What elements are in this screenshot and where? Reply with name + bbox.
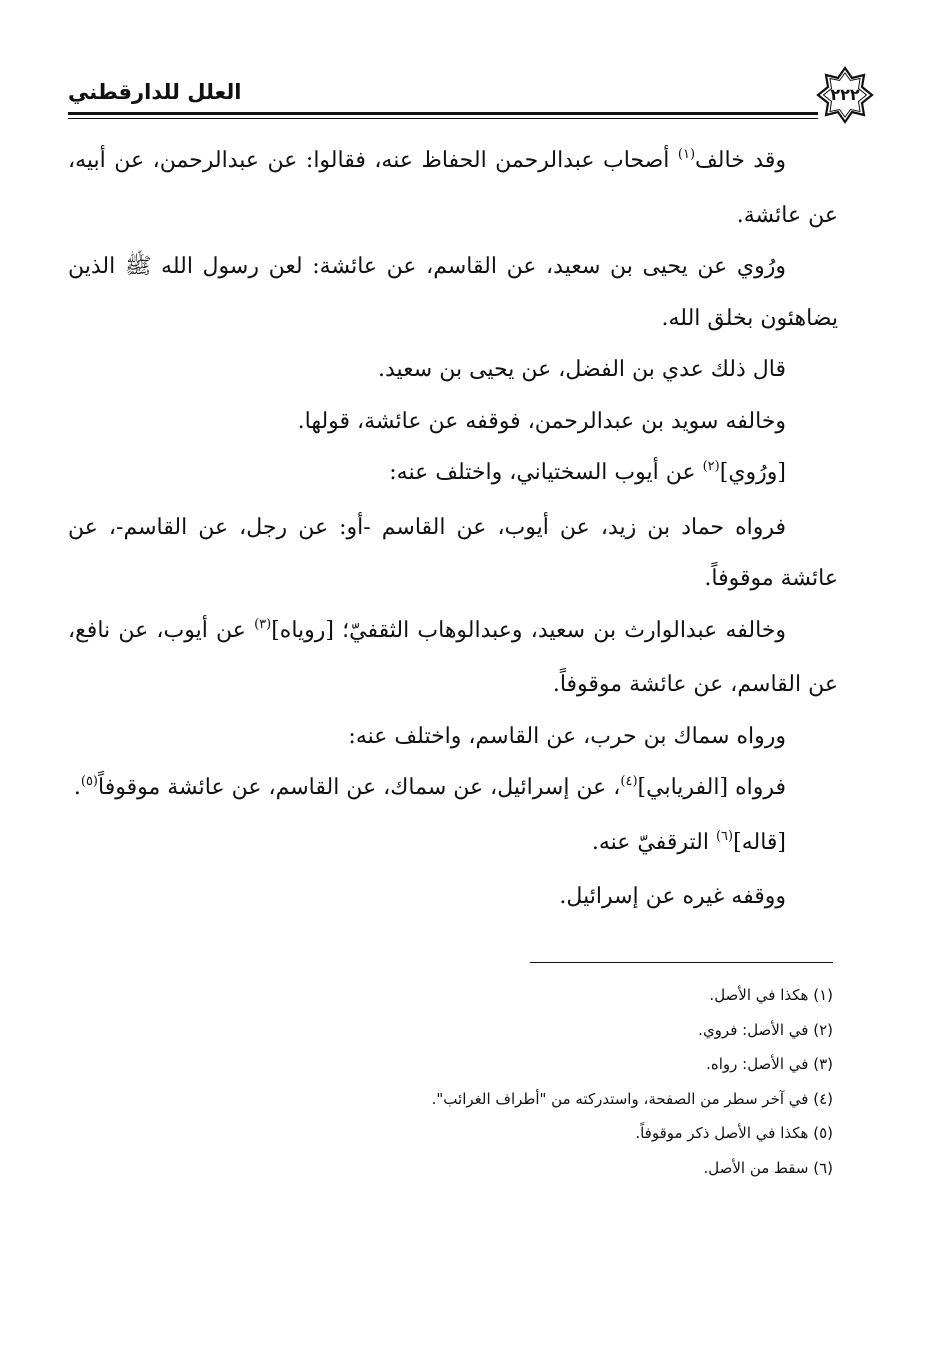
paragraph-text: الترقفيّ عنه. [591, 829, 716, 855]
paragraph-text: فرواه حماد بن زيد، عن أيوب، عن القاسم -أو: عن رجل، عن القاسم-، عن عائشة موقوفاً. [68, 514, 838, 591]
footnote-marker: (٥) [80, 774, 98, 789]
paragraph-text: ، عن إسرائيل، عن سماك، عن القاسم، عن عائشة موقوفاً [98, 775, 621, 800]
paragraph-text: عن أيوب، عن نافع، عن القاسم، عن عائشة موقوفاً. [68, 617, 838, 697]
paragraph-text: فرواه [الفريابي] [637, 775, 786, 800]
footnote: (٦) سقط من الأصل. [703, 1158, 833, 1177]
paragraph [68, 344, 838, 396]
footnote-marker: (٦) [715, 828, 734, 844]
running-title: العلل للدارقطني [68, 80, 242, 104]
paragraph-text: قال ذلك عدي بن الفضل، عن يحيى بن سعيد. [377, 357, 786, 382]
header-rule-thin [68, 118, 818, 119]
header-rule-thick [68, 112, 818, 115]
paragraph-text: أصحاب عبدالرحمن الحفاظ عنه، فقالوا: عن عبدالرحمن، عن أبيه، عن عائشة. [68, 148, 838, 228]
paragraph-text: ووقفه غيره عن إسرائيل. [559, 884, 786, 909]
paragraph [68, 135, 838, 241]
paragraph [68, 396, 838, 448]
page-header [68, 70, 870, 130]
paragraph-text: وخالفه عبدالوارث بن سعيد، وعبدالوهاب الثقفيّ؛ [روياه] [271, 617, 786, 643]
footnotes [200, 978, 833, 1185]
page-number: ٢٢٢ [830, 85, 860, 104]
main-text [68, 135, 838, 923]
paragraph [68, 711, 838, 763]
paragraph [68, 871, 838, 923]
footnote: (٢) في الأصل: فروي. [698, 1020, 833, 1039]
paragraph [68, 817, 838, 872]
footnote: (٣) في الأصل: رواه. [706, 1055, 833, 1073]
paragraph-text: [قاله] [733, 829, 786, 855]
paragraph-text: . [73, 775, 81, 800]
footnote-marker: (٢) [702, 459, 720, 474]
footnote: (٤) في آخر سطر من الصفحة، واستدركته من "أطراف الغرائب". [431, 1089, 833, 1108]
paragraph-text: ورواه سماك بن حرب، عن القاسم، واختلف عنه: [348, 723, 786, 749]
footnote-marker: (١) [677, 147, 696, 162]
paragraph [68, 241, 838, 344]
paragraph-text: [ورُوي] [719, 460, 786, 485]
footnote-marker: (٤) [620, 774, 638, 789]
paragraph-text: عن أيوب السختياني، واختلف عنه: [389, 460, 703, 485]
paragraph [68, 502, 838, 605]
footnote-marker: (٣) [254, 616, 272, 632]
paragraph-text: وقد خالف [695, 148, 786, 173]
paragraph [68, 447, 838, 502]
footnote: (٥) هكذا في الأصل ذكر موقوفاً. [635, 1124, 833, 1142]
footnote: (١) هكذا في الأصل. [709, 986, 833, 1004]
paragraph-text: وخالفه سويد بن عبدالرحمن، فوقفه عن عائشة، قولها. [297, 408, 786, 434]
page-number-badge [816, 66, 874, 124]
paragraph [68, 762, 838, 817]
paragraph-text: ورُوي عن يحيى بن سعيد، عن القاسم، عن عائشة: لعن رسول الله ﷺ الذين يضاهئون بخلق الله. [68, 254, 838, 331]
paragraph [68, 605, 838, 711]
footnote-separator [530, 962, 833, 963]
